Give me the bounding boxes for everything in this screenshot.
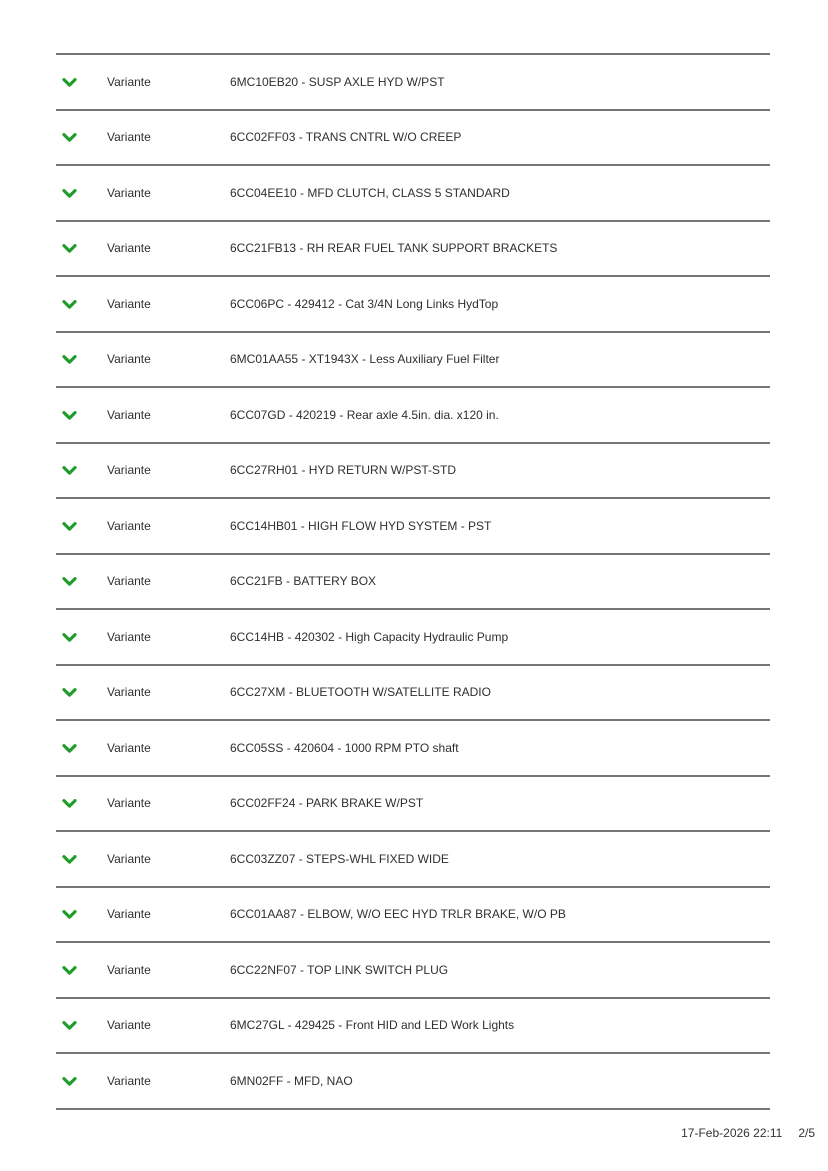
- variant-row-description: 6CC01AA87 - ELBOW, W/O EEC HYD TRLR BRAKE, W/O PB: [230, 907, 566, 922]
- page-footer: [681, 1126, 815, 1140]
- variant-row[interactable]: [56, 999, 770, 1055]
- variant-row-description: 6MC27GL - 429425 - Front HID and LED Work Lights: [230, 1018, 515, 1033]
- chevron-down-icon[interactable]: [60, 239, 79, 258]
- variant-row-label: Variante: [107, 241, 151, 256]
- variant-row-label: Variante: [107, 185, 151, 200]
- variant-row-description: 6MC10EB20 - SUSP AXLE HYD W/PST: [230, 74, 445, 89]
- variant-row-description: 6CC06PC - 429412 - Cat 3/4N Long Links HydTop: [230, 296, 499, 311]
- variant-row-label: Variante: [107, 685, 151, 700]
- variant-row-description: 6CC22NF07 - TOP LINK SWITCH PLUG: [230, 962, 449, 977]
- chevron-down-icon[interactable]: [60, 1071, 79, 1090]
- variant-row[interactable]: [56, 444, 770, 500]
- variant-row[interactable]: [56, 111, 770, 167]
- variant-row-label: Variante: [107, 740, 151, 755]
- chevron-down-icon[interactable]: [60, 794, 79, 813]
- chevron-down-icon[interactable]: [60, 72, 79, 91]
- variant-row-description: 6CC21FB - BATTERY BOX: [230, 574, 377, 589]
- variant-row[interactable]: [56, 610, 770, 666]
- footer-timestamp: 17-Feb-2026 22:11: [681, 1126, 783, 1140]
- variant-row-description: 6CC05SS - 420604 - 1000 RPM PTO shaft: [230, 740, 459, 755]
- footer-page-indicator: 2/5: [798, 1126, 815, 1140]
- chevron-down-icon[interactable]: [60, 405, 79, 424]
- variant-row-label: Variante: [107, 463, 151, 478]
- chevron-down-icon[interactable]: [60, 905, 79, 924]
- chevron-down-icon[interactable]: [60, 128, 79, 147]
- variant-row[interactable]: [56, 55, 770, 111]
- chevron-down-icon[interactable]: [60, 849, 79, 868]
- variant-row-description: 6CC02FF03 - TRANS CNTRL W/O CREEP: [230, 130, 462, 145]
- variant-row-label: Variante: [107, 74, 151, 89]
- variant-row-label: Variante: [107, 796, 151, 811]
- chevron-down-icon[interactable]: [60, 350, 79, 369]
- variant-list: [56, 53, 770, 1110]
- variant-row[interactable]: [56, 555, 770, 611]
- variant-row[interactable]: [56, 499, 770, 555]
- chevron-down-icon[interactable]: [60, 683, 79, 702]
- variant-row-description: 6CC14HB - 420302 - High Capacity Hydraulic Pump: [230, 629, 509, 644]
- variant-row[interactable]: [56, 943, 770, 999]
- variant-row-description: 6MN02FF - MFD, NAO: [230, 1073, 353, 1088]
- chevron-down-icon[interactable]: [60, 960, 79, 979]
- variant-row-label: Variante: [107, 1018, 151, 1033]
- variant-row-description: 6CC04EE10 - MFD CLUTCH, CLASS 5 STANDARD: [230, 185, 510, 200]
- variant-row[interactable]: [56, 333, 770, 389]
- variant-row[interactable]: [56, 166, 770, 222]
- variant-row-label: Variante: [107, 407, 151, 422]
- chevron-down-icon[interactable]: [60, 627, 79, 646]
- chevron-down-icon[interactable]: [60, 1016, 79, 1035]
- variant-row-description: 6CC02FF24 - PARK BRAKE W/PST: [230, 796, 424, 811]
- variant-row-label: Variante: [107, 352, 151, 367]
- variant-row-label: Variante: [107, 907, 151, 922]
- variant-row-description: 6CC03ZZ07 - STEPS-WHL FIXED WIDE: [230, 851, 449, 866]
- variant-row[interactable]: [56, 1054, 770, 1110]
- chevron-down-icon[interactable]: [60, 572, 79, 591]
- variant-row-label: Variante: [107, 518, 151, 533]
- variant-row-description: 6CC27XM - BLUETOOTH W/SATELLITE RADIO: [230, 685, 491, 700]
- chevron-down-icon[interactable]: [60, 738, 79, 757]
- variant-row[interactable]: [56, 888, 770, 944]
- variant-row[interactable]: [56, 721, 770, 777]
- variant-row-label: Variante: [107, 296, 151, 311]
- variant-row[interactable]: [56, 277, 770, 333]
- variant-row-label: Variante: [107, 629, 151, 644]
- variant-row-description: 6CC21FB13 - RH REAR FUEL TANK SUPPORT BRACKETS: [230, 241, 558, 256]
- variant-row-description: 6MC01AA55 - XT1943X - Less Auxiliary Fuel Filter: [230, 352, 500, 367]
- variant-row-label: Variante: [107, 962, 151, 977]
- variant-row[interactable]: [56, 666, 770, 722]
- chevron-down-icon[interactable]: [60, 183, 79, 202]
- variant-row[interactable]: [56, 832, 770, 888]
- variant-row-label: Variante: [107, 851, 151, 866]
- variant-row[interactable]: [56, 222, 770, 278]
- variant-row[interactable]: [56, 777, 770, 833]
- variant-row-description: 6CC14HB01 - HIGH FLOW HYD SYSTEM - PST: [230, 518, 492, 533]
- variant-row-label: Variante: [107, 1073, 151, 1088]
- variant-row-description: 6CC27RH01 - HYD RETURN W/PST-STD: [230, 463, 457, 478]
- chevron-down-icon[interactable]: [60, 294, 79, 313]
- variant-row-label: Variante: [107, 130, 151, 145]
- variant-row[interactable]: [56, 388, 770, 444]
- chevron-down-icon[interactable]: [60, 516, 79, 535]
- variant-row-description: 6CC07GD - 420219 - Rear axle 4.5in. dia. x120 in.: [230, 407, 499, 422]
- chevron-down-icon[interactable]: [60, 461, 79, 480]
- variant-row-label: Variante: [107, 574, 151, 589]
